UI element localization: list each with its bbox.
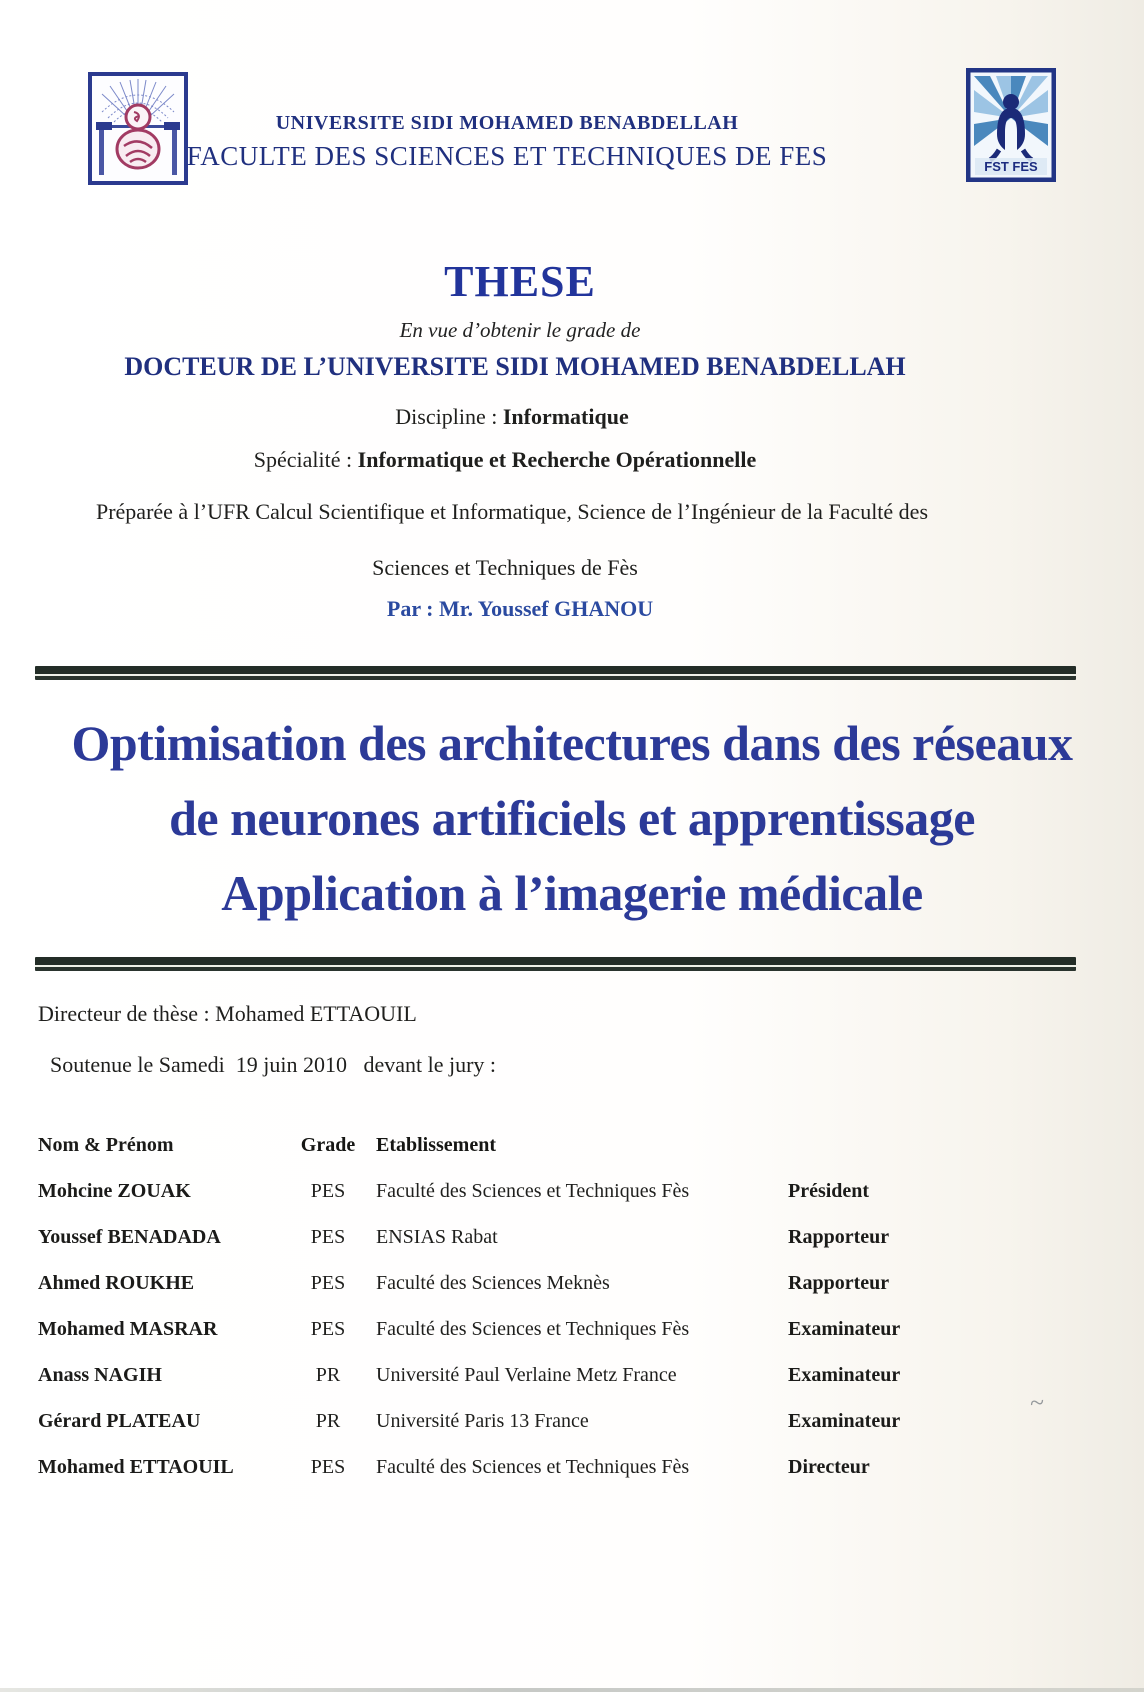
- jury-member-grade: PES: [310, 1225, 346, 1248]
- jury-table: [38, 1122, 1110, 1490]
- degree-intro: En vue d’obtenir le grade de: [399, 318, 641, 342]
- jury-row: [38, 1306, 1110, 1352]
- jury-row: [38, 1352, 1110, 1398]
- jury-header-etablissement: Etablissement: [376, 1133, 496, 1156]
- thesis-director-line: Directeur de thèse : Mohamed ETTAOUIL: [38, 1001, 417, 1026]
- discipline-line: [0, 404, 1024, 430]
- jury-table-body: [38, 1168, 1110, 1490]
- thesis-title-line2: de neurones artificiels et apprentissage: [169, 790, 975, 846]
- faculty-name: FACULTE DES SCIENCES ET TECHNIQUES DE FES: [186, 141, 828, 171]
- jury-member-role: Rapporteur: [788, 1271, 890, 1294]
- fst-fes-logo-caption: FST FES: [984, 159, 1038, 174]
- jury-member-name: Mohamed MASRAR: [38, 1317, 218, 1340]
- jury-member-grade: PR: [315, 1409, 341, 1432]
- jury-header-grade: Grade: [300, 1133, 356, 1156]
- prepared-at-line2: Sciences et Techniques de Fès: [372, 555, 638, 580]
- jury-member-grade: PES: [310, 1271, 346, 1294]
- jury-member-grade: PR: [315, 1363, 341, 1386]
- scan-artifact-mark: ~: [1028, 1387, 1046, 1418]
- jury-row: [38, 1168, 1110, 1214]
- jury-header-name: Nom & Prénom: [38, 1133, 174, 1156]
- jury-table-header: [38, 1122, 1110, 1168]
- degree-title: DOCTEUR DE L’UNIVERSITE SIDI MOHAMED BENABDELLAH: [124, 352, 906, 381]
- jury-member-name: Mohcine ZOUAK: [38, 1179, 191, 1202]
- specialite-label: Spécialité :: [253, 447, 358, 472]
- jury-row: [38, 1260, 1110, 1306]
- jury-member-name: Youssef BENADADA: [38, 1225, 221, 1248]
- jury-member-role: Président: [788, 1179, 870, 1202]
- these-heading: THESE: [444, 257, 596, 306]
- jury-member-role: Examinateur: [788, 1317, 901, 1340]
- author-line: Par : Mr. Youssef GHANOU: [386, 596, 654, 621]
- jury-row: [38, 1214, 1110, 1260]
- jury-member-etablissement: Faculté des Sciences et Techniques Fès: [376, 1455, 690, 1478]
- separator-rule-bottom: [35, 957, 1076, 971]
- jury-member-grade: PES: [310, 1455, 346, 1478]
- jury-member-etablissement: Faculté des Sciences et Techniques Fès: [376, 1179, 690, 1202]
- jury-member-name: Gérard PLATEAU: [38, 1409, 201, 1432]
- specialite-value: Informatique et Recherche Opérationnelle: [357, 447, 757, 472]
- thesis-title: [0, 706, 1144, 931]
- jury-member-role: Directeur: [788, 1455, 870, 1478]
- jury-row: [38, 1398, 1110, 1444]
- discipline-label: Discipline :: [395, 404, 503, 429]
- specialite-line: [0, 447, 1010, 473]
- discipline-value: Informatique: [502, 404, 629, 429]
- jury-member-grade: PES: [310, 1317, 346, 1340]
- jury-member-etablissement: ENSIAS Rabat: [376, 1225, 498, 1248]
- jury-member-etablissement: Faculté des Sciences et Techniques Fès: [376, 1317, 690, 1340]
- thesis-title-line3: Application à l’imagerie médicale: [221, 865, 923, 921]
- jury-member-name: Mohamed ETTAOUIL: [38, 1455, 234, 1478]
- separator-rule-top: [35, 666, 1076, 680]
- jury-member-name: Anass NAGIH: [38, 1363, 162, 1386]
- prepared-at-line1: Préparée à l’UFR Calcul Scientifique et Informatique, Science de l’Ingénieur de la Faculté des: [95, 499, 929, 524]
- jury-member-etablissement: Université Paul Verlaine Metz France: [376, 1363, 677, 1386]
- jury-member-role: Rapporteur: [788, 1225, 890, 1248]
- jury-member-etablissement: Université Paris 13 France: [376, 1409, 589, 1432]
- jury-member-etablissement: Faculté des Sciences Meknès: [376, 1271, 610, 1294]
- jury-member-role: Examinateur: [788, 1409, 901, 1432]
- jury-member-grade: PES: [310, 1179, 346, 1202]
- jury-member-name: Ahmed ROUKHE: [38, 1271, 195, 1294]
- university-name: UNIVERSITE SIDI MOHAMED BENABDELLAH: [275, 112, 739, 134]
- thesis-title-line1: Optimisation des architectures dans des réseaux: [71, 715, 1073, 771]
- defense-date-line: Soutenue le Samedi 19 juin 2010 devant le jury :: [50, 1052, 497, 1077]
- jury-member-role: Examinateur: [788, 1363, 901, 1386]
- jury-row: [38, 1444, 1110, 1490]
